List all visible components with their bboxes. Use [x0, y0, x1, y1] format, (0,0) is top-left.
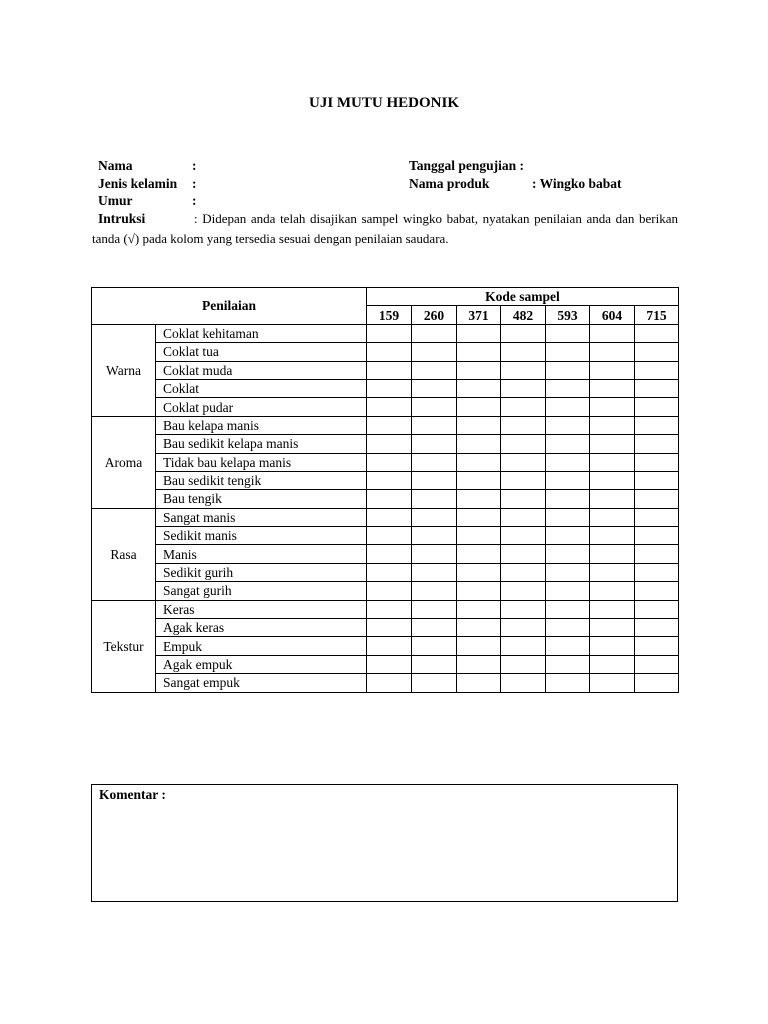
option-label: Sedikit manis [156, 527, 367, 545]
umur-label: Umur [98, 193, 133, 208]
rating-cell[interactable] [546, 637, 590, 655]
rating-cell[interactable] [412, 582, 457, 600]
rating-cell[interactable] [501, 563, 546, 581]
rating-cell[interactable] [501, 416, 546, 434]
rating-cell[interactable] [367, 435, 412, 453]
rating-cell[interactable] [367, 343, 412, 361]
rating-cell[interactable] [590, 471, 635, 489]
table-row [92, 343, 679, 361]
option-label: Sangat gurih [156, 582, 367, 600]
rating-cell[interactable] [412, 637, 457, 655]
rating-cell[interactable] [546, 619, 590, 637]
rating-cell[interactable] [635, 435, 679, 453]
table-row [92, 398, 679, 416]
rating-cell[interactable] [590, 582, 635, 600]
rating-cell[interactable] [501, 508, 546, 526]
option-label: Empuk [156, 637, 367, 655]
rating-cell[interactable] [546, 361, 590, 379]
sample-code-159: 159 [367, 306, 412, 324]
rating-cell[interactable] [367, 416, 412, 434]
rating-cell[interactable] [457, 674, 501, 692]
table-row [92, 619, 679, 637]
kode-sampel-header: Kode sampel [367, 288, 679, 306]
rating-cell[interactable] [501, 361, 546, 379]
rating-cell[interactable] [457, 582, 501, 600]
rating-cell[interactable] [635, 490, 679, 508]
rating-cell[interactable] [457, 416, 501, 434]
hedonic-table [91, 287, 679, 693]
rating-cell[interactable] [367, 619, 412, 637]
rating-cell[interactable] [635, 527, 679, 545]
table-row [92, 490, 679, 508]
sample-code-482: 482 [501, 306, 546, 324]
rating-cell[interactable] [546, 398, 590, 416]
option-label: Coklat [156, 379, 367, 397]
option-label: Manis [156, 545, 367, 563]
option-label: Sangat empuk [156, 674, 367, 692]
rating-cell[interactable] [546, 453, 590, 471]
rating-cell[interactable] [367, 471, 412, 489]
rating-cell[interactable] [590, 619, 635, 637]
rating-cell[interactable] [590, 324, 635, 342]
rating-cell[interactable] [635, 637, 679, 655]
rating-cell[interactable] [501, 453, 546, 471]
rating-cell[interactable] [635, 324, 679, 342]
category-tekstur: Tekstur [92, 600, 156, 692]
rating-cell[interactable] [367, 563, 412, 581]
jenis-kelamin-colon: : [192, 176, 197, 191]
option-label: Coklat tua [156, 343, 367, 361]
sample-code-371: 371 [457, 306, 501, 324]
rating-cell[interactable] [367, 674, 412, 692]
rating-cell[interactable] [367, 637, 412, 655]
rating-cell[interactable] [412, 379, 457, 397]
rating-cell[interactable] [635, 453, 679, 471]
rating-cell[interactable] [590, 379, 635, 397]
rating-cell[interactable] [501, 435, 546, 453]
nama-colon: : [192, 158, 197, 173]
option-label: Sedikit gurih [156, 563, 367, 581]
rating-cell[interactable] [501, 582, 546, 600]
category-rasa: Rasa [92, 508, 156, 600]
rating-cell[interactable] [635, 619, 679, 637]
rating-cell[interactable] [457, 324, 501, 342]
rating-cell[interactable] [501, 545, 546, 563]
rating-cell[interactable] [635, 563, 679, 581]
rating-cell[interactable] [546, 324, 590, 342]
table-row [92, 655, 679, 673]
table-row [92, 674, 679, 692]
rating-cell[interactable] [635, 655, 679, 673]
sample-code-604: 604 [590, 306, 635, 324]
rating-cell[interactable] [546, 435, 590, 453]
rating-cell[interactable] [412, 361, 457, 379]
rating-cell[interactable] [412, 619, 457, 637]
option-label: Coklat kehitaman [156, 324, 367, 342]
option-label: Bau sedikit kelapa manis [156, 435, 367, 453]
nama-label: Nama [98, 158, 133, 173]
rating-cell[interactable] [546, 527, 590, 545]
category-warna: Warna [92, 324, 156, 416]
rating-cell[interactable] [457, 435, 501, 453]
option-label: Agak keras [156, 619, 367, 637]
rating-cell[interactable] [546, 490, 590, 508]
rating-cell[interactable] [501, 674, 546, 692]
rating-cell[interactable] [412, 508, 457, 526]
option-label: Coklat muda [156, 361, 367, 379]
rating-cell[interactable] [501, 600, 546, 618]
rating-cell[interactable] [590, 527, 635, 545]
rating-cell[interactable] [590, 453, 635, 471]
rating-cell[interactable] [367, 490, 412, 508]
rating-cell[interactable] [546, 582, 590, 600]
rating-cell[interactable] [412, 674, 457, 692]
komentar-box[interactable] [91, 784, 678, 902]
rating-cell[interactable] [546, 471, 590, 489]
rating-cell[interactable] [590, 416, 635, 434]
rating-cell[interactable] [501, 527, 546, 545]
rating-cell[interactable] [457, 490, 501, 508]
rating-cell[interactable] [590, 545, 635, 563]
table-row [92, 563, 679, 581]
category-aroma: Aroma [92, 416, 156, 508]
rating-cell[interactable] [412, 453, 457, 471]
sample-code-593: 593 [546, 306, 590, 324]
rating-cell[interactable] [367, 582, 412, 600]
penilaian-header: Penilaian [92, 288, 367, 325]
rating-cell[interactable] [501, 637, 546, 655]
instruction-text: : Didepan anda telah disajikan sampel wingko babat, nyatakan penilaian anda dan berikan tanda (√) pada kolom yang tersedia sesuai dengan penilaian saudara. [92, 211, 678, 246]
rating-cell[interactable] [457, 343, 501, 361]
rating-cell[interactable] [457, 508, 501, 526]
table-row [92, 508, 679, 526]
rating-cell[interactable] [457, 637, 501, 655]
table-row [92, 637, 679, 655]
rating-cell[interactable] [635, 508, 679, 526]
rating-cell[interactable] [546, 416, 590, 434]
page-title: UJI MUTU HEDONIK [308, 95, 459, 111]
rating-cell[interactable] [412, 324, 457, 342]
rating-cell[interactable] [635, 674, 679, 692]
jenis-kelamin-label: Jenis kelamin [98, 176, 178, 191]
rating-cell[interactable] [590, 490, 635, 508]
rating-cell[interactable] [590, 361, 635, 379]
option-label: Sangat manis [156, 508, 367, 526]
rating-cell[interactable] [457, 379, 501, 397]
table-row [92, 582, 679, 600]
rating-cell[interactable] [546, 563, 590, 581]
rating-cell[interactable] [457, 655, 501, 673]
option-label: Bau sedikit tengik [156, 471, 367, 489]
table-row [92, 453, 679, 471]
rating-cell[interactable] [590, 398, 635, 416]
rating-cell[interactable] [412, 490, 457, 508]
rating-cell[interactable] [501, 471, 546, 489]
rating-cell[interactable] [501, 324, 546, 342]
rating-cell[interactable] [635, 600, 679, 618]
rating-cell[interactable] [635, 471, 679, 489]
rating-cell[interactable] [546, 379, 590, 397]
table-row [92, 324, 679, 342]
option-label: Coklat pudar [156, 398, 367, 416]
instruction-label: Intruksi [98, 211, 146, 226]
table-row [92, 416, 679, 434]
rating-cell[interactable] [367, 527, 412, 545]
rating-cell[interactable] [412, 471, 457, 489]
rating-cell[interactable] [412, 416, 457, 434]
rating-cell[interactable] [590, 655, 635, 673]
rating-cell[interactable] [546, 655, 590, 673]
umur-colon: : [192, 193, 197, 208]
option-label: Agak empuk [156, 655, 367, 673]
rating-cell[interactable] [546, 600, 590, 618]
table-header-row [92, 288, 679, 306]
rating-cell[interactable] [367, 655, 412, 673]
rating-cell[interactable] [367, 453, 412, 471]
rating-cell[interactable] [457, 600, 501, 618]
rating-cell[interactable] [367, 324, 412, 342]
rating-cell[interactable] [590, 637, 635, 655]
rating-cell[interactable] [501, 490, 546, 508]
rating-cell[interactable] [546, 508, 590, 526]
rating-cell[interactable] [412, 398, 457, 416]
rating-cell[interactable] [412, 545, 457, 563]
table-row [92, 361, 679, 379]
rating-cell[interactable] [635, 343, 679, 361]
rating-cell[interactable] [635, 379, 679, 397]
table-row [92, 600, 679, 618]
rating-cell[interactable] [590, 600, 635, 618]
instruction-paragraph [92, 209, 678, 249]
option-label: Bau kelapa manis [156, 416, 367, 434]
rating-cell[interactable] [457, 471, 501, 489]
rating-cell[interactable] [457, 453, 501, 471]
rating-cell[interactable] [635, 361, 679, 379]
rating-cell[interactable] [635, 398, 679, 416]
rating-cell[interactable] [412, 435, 457, 453]
table-row [92, 379, 679, 397]
rating-cell[interactable] [590, 674, 635, 692]
rating-cell[interactable] [457, 361, 501, 379]
rating-cell[interactable] [501, 655, 546, 673]
rating-cell[interactable] [590, 343, 635, 361]
rating-cell[interactable] [590, 563, 635, 581]
rating-cell[interactable] [457, 545, 501, 563]
rating-cell[interactable] [635, 416, 679, 434]
rating-cell[interactable] [501, 619, 546, 637]
rating-cell[interactable] [367, 379, 412, 397]
sample-code-715: 715 [635, 306, 679, 324]
rating-cell[interactable] [590, 435, 635, 453]
rating-cell[interactable] [635, 545, 679, 563]
table-row [92, 471, 679, 489]
nama-produk-value: : Wingko babat [532, 176, 622, 191]
rating-cell[interactable] [546, 674, 590, 692]
rating-cell[interactable] [457, 619, 501, 637]
rating-cell[interactable] [501, 343, 546, 361]
table-row [92, 545, 679, 563]
sample-code-260: 260 [412, 306, 457, 324]
rating-cell[interactable] [412, 600, 457, 618]
rating-cell[interactable] [457, 563, 501, 581]
rating-cell[interactable] [412, 343, 457, 361]
rating-cell[interactable] [367, 361, 412, 379]
table-row [92, 527, 679, 545]
rating-cell[interactable] [367, 600, 412, 618]
rating-cell[interactable] [457, 527, 501, 545]
option-label: Bau tengik [156, 490, 367, 508]
rating-cell[interactable] [546, 545, 590, 563]
rating-cell[interactable] [501, 379, 546, 397]
rating-cell[interactable] [412, 527, 457, 545]
rating-cell[interactable] [367, 398, 412, 416]
rating-cell[interactable] [412, 655, 457, 673]
nama-produk-label: Nama produk [409, 176, 490, 191]
rating-cell[interactable] [635, 582, 679, 600]
rating-cell[interactable] [367, 545, 412, 563]
rating-cell[interactable] [546, 343, 590, 361]
option-label: Tidak bau kelapa manis [156, 453, 367, 471]
rating-cell[interactable] [367, 508, 412, 526]
option-label: Keras [156, 600, 367, 618]
rating-cell[interactable] [457, 398, 501, 416]
rating-cell[interactable] [501, 398, 546, 416]
tanggal-pengujian-label: Tanggal pengujian : [409, 158, 525, 173]
komentar-label: Komentar : [99, 787, 166, 802]
table-row [92, 435, 679, 453]
rating-cell[interactable] [412, 563, 457, 581]
rating-cell[interactable] [590, 508, 635, 526]
